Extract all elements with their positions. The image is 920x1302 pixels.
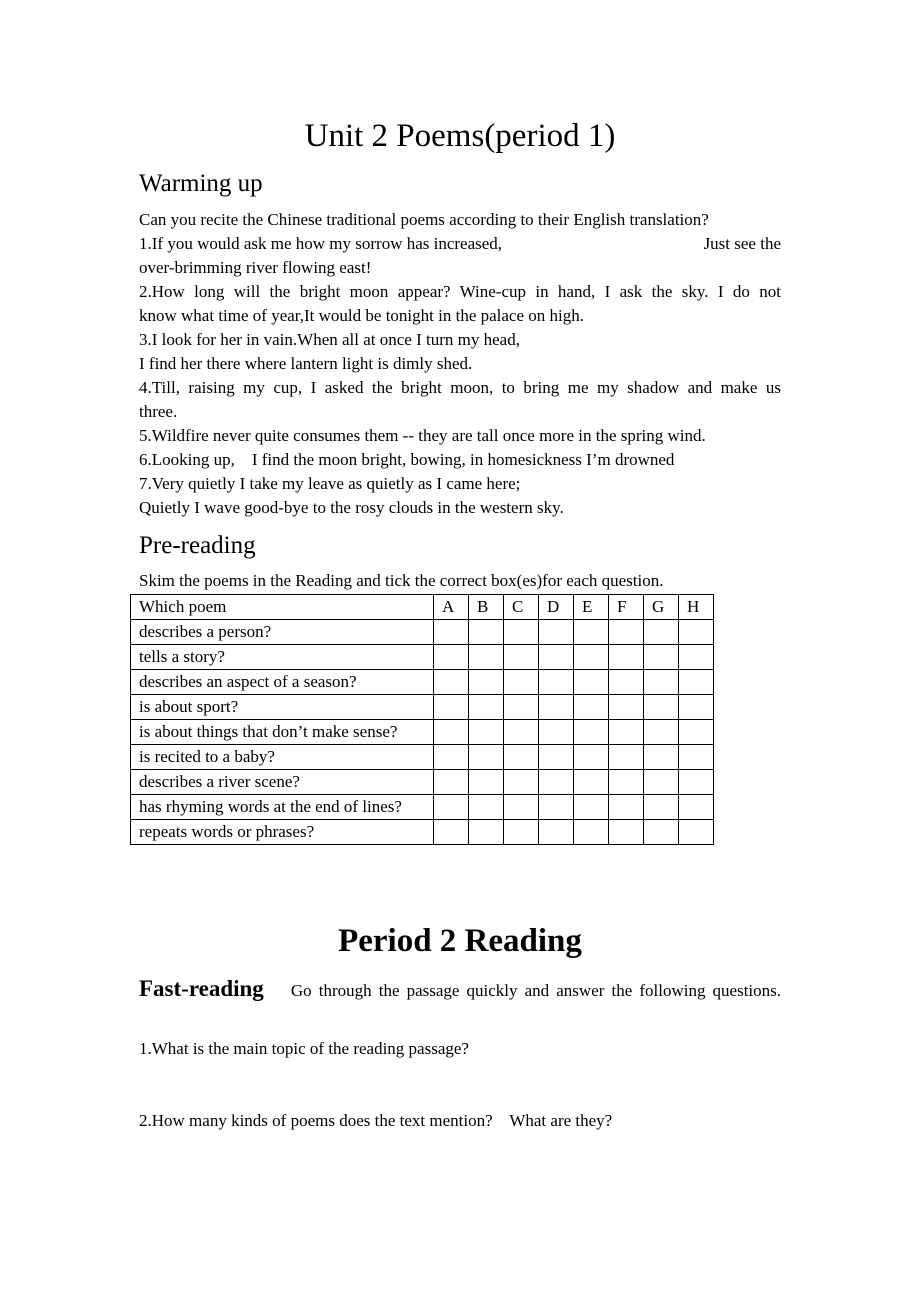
tick-box[interactable] — [469, 720, 504, 745]
tick-box[interactable] — [504, 620, 539, 645]
poem-line-4: know what time of year,It would be tonight in the palace on high. — [139, 306, 584, 325]
tick-box[interactable] — [434, 720, 469, 745]
poem-line-1 — [139, 232, 781, 256]
tick-box[interactable] — [574, 720, 609, 745]
tick-box[interactable] — [644, 620, 679, 645]
tick-box[interactable] — [469, 620, 504, 645]
period2-title: Period 2 Reading — [338, 923, 582, 959]
tick-box[interactable] — [609, 670, 644, 695]
poem-line-10: 6.Looking up, I find the moon bright, bowing, in homesickness I’m drowned — [139, 450, 675, 469]
column-header: B — [469, 595, 504, 620]
poem-line-1-right: Just see the — [703, 234, 781, 253]
tick-box[interactable] — [434, 770, 469, 795]
question-2: 2.How many kinds of poems does the text mention? What are they? — [139, 1111, 613, 1130]
tick-box[interactable] — [679, 645, 714, 670]
fast-reading-label: Fast-reading — [139, 976, 264, 1001]
tick-box[interactable] — [539, 745, 574, 770]
tick-box[interactable] — [679, 620, 714, 645]
poem-checklist-table — [130, 594, 714, 845]
tick-box[interactable] — [679, 820, 714, 845]
tick-box[interactable] — [644, 670, 679, 695]
tick-box[interactable] — [434, 745, 469, 770]
poem-line-11: 7.Very quietly I take my leave as quietly as I came here; — [139, 474, 521, 493]
poem-line-8: three. — [139, 402, 178, 421]
poem-line-2: over-brimming river flowing east! — [139, 258, 372, 277]
poem-line-3: 2.How long will the bright moon appear? Wine-cup in hand, I ask the sky. I do not — [139, 282, 781, 301]
question-cell: is about sport? — [131, 695, 434, 720]
tick-box[interactable] — [609, 620, 644, 645]
table-row — [131, 795, 714, 820]
column-header: H — [679, 595, 714, 620]
tick-box[interactable] — [574, 620, 609, 645]
warming-up-intro: Can you recite the Chinese traditional poems according to their English translation? — [139, 210, 709, 229]
tick-box[interactable] — [679, 770, 714, 795]
column-header: F — [609, 595, 644, 620]
poem-line-9: 5.Wildfire never quite consumes them -- they are tall once more in the spring wind. — [139, 426, 706, 445]
tick-box[interactable] — [539, 720, 574, 745]
table-header-label: Which poem — [131, 595, 434, 620]
poem-line-5: 3.I look for her in vain.When all at once I turn my head, — [139, 330, 520, 349]
tick-box[interactable] — [539, 670, 574, 695]
table-row — [131, 695, 714, 720]
question-cell: describes an aspect of a season? — [131, 670, 434, 695]
tick-box[interactable] — [539, 620, 574, 645]
tick-box[interactable] — [539, 795, 574, 820]
tick-box[interactable] — [644, 720, 679, 745]
question-cell: is recited to a baby? — [131, 745, 434, 770]
question-cell: has rhyming words at the end of lines? — [131, 795, 434, 820]
tick-box[interactable] — [504, 820, 539, 845]
tick-box[interactable] — [644, 820, 679, 845]
tick-box[interactable] — [434, 645, 469, 670]
tick-box[interactable] — [434, 670, 469, 695]
tick-box[interactable] — [469, 770, 504, 795]
tick-box[interactable] — [504, 645, 539, 670]
tick-box[interactable] — [609, 770, 644, 795]
table-header-row — [131, 595, 714, 620]
tick-box[interactable] — [609, 720, 644, 745]
tick-box[interactable] — [504, 770, 539, 795]
tick-box[interactable] — [504, 720, 539, 745]
poem-line-12: Quietly I wave good-bye to the rosy clouds in the western sky. — [139, 498, 564, 517]
fast-reading-paragraph — [139, 973, 781, 1007]
column-header: D — [539, 595, 574, 620]
tick-box[interactable] — [504, 670, 539, 695]
tick-box[interactable] — [679, 695, 714, 720]
column-header: E — [574, 595, 609, 620]
table-row — [131, 820, 714, 845]
tick-box[interactable] — [644, 770, 679, 795]
column-header: C — [504, 595, 539, 620]
tick-box[interactable] — [609, 645, 644, 670]
tick-box[interactable] — [609, 695, 644, 720]
column-header: G — [644, 595, 679, 620]
pre-reading-heading: Pre-reading — [139, 532, 256, 559]
question-1: 1.What is the main topic of the reading passage? — [139, 1039, 469, 1058]
tick-box[interactable] — [504, 695, 539, 720]
tick-box[interactable] — [644, 795, 679, 820]
tick-box[interactable] — [574, 795, 609, 820]
pre-reading-instruction: Skim the poems in the Reading and tick the correct box(es)for each question. — [139, 571, 664, 590]
column-header: A — [434, 595, 469, 620]
question-cell: describes a river scene? — [131, 770, 434, 795]
table-body — [131, 620, 714, 845]
tick-box[interactable] — [574, 645, 609, 670]
tick-box[interactable] — [574, 770, 609, 795]
table-row — [131, 770, 714, 795]
tick-box[interactable] — [679, 795, 714, 820]
tick-box[interactable] — [574, 695, 609, 720]
tick-box[interactable] — [539, 645, 574, 670]
fast-reading-text: Go through the passage quickly and answer the following questions. — [290, 981, 782, 1000]
table-row — [131, 620, 714, 645]
poem-line-7: 4.Till, raising my cup, I asked the bright moon, to bring me my shadow and make us — [139, 378, 781, 397]
question-cell: tells a story? — [131, 645, 434, 670]
tick-box[interactable] — [574, 670, 609, 695]
tick-box[interactable] — [469, 745, 504, 770]
table-row — [131, 720, 714, 745]
tick-box[interactable] — [679, 670, 714, 695]
table-row — [131, 745, 714, 770]
table-row — [131, 670, 714, 695]
tick-box[interactable] — [469, 645, 504, 670]
tick-box[interactable] — [434, 695, 469, 720]
tick-box[interactable] — [644, 695, 679, 720]
tick-box[interactable] — [609, 795, 644, 820]
warming-up-heading: Warming up — [139, 170, 263, 197]
tick-box[interactable] — [469, 695, 504, 720]
tick-box[interactable] — [504, 745, 539, 770]
tick-box[interactable] — [679, 720, 714, 745]
question-cell: repeats words or phrases? — [131, 820, 434, 845]
question-cell: is about things that don’t make sense? — [131, 720, 434, 745]
tick-box[interactable] — [504, 795, 539, 820]
table-row — [131, 645, 714, 670]
tick-box[interactable] — [434, 620, 469, 645]
tick-box[interactable] — [609, 745, 644, 770]
unit-title: Unit 2 Poems(period 1) — [304, 118, 616, 154]
tick-box[interactable] — [609, 820, 644, 845]
tick-box[interactable] — [574, 820, 609, 845]
tick-box[interactable] — [644, 645, 679, 670]
poem-line-1-left: 1.If you would ask me how my sorrow has increased, — [139, 234, 503, 253]
tick-box[interactable] — [539, 695, 574, 720]
tick-box[interactable] — [469, 820, 504, 845]
tick-box[interactable] — [539, 770, 574, 795]
question-cell: describes a person? — [131, 620, 434, 645]
tick-box[interactable] — [469, 795, 504, 820]
tick-box[interactable] — [679, 745, 714, 770]
tick-box[interactable] — [644, 745, 679, 770]
tick-box[interactable] — [469, 670, 504, 695]
tick-box[interactable] — [434, 820, 469, 845]
tick-box[interactable] — [539, 820, 574, 845]
tick-box[interactable] — [574, 745, 609, 770]
poem-line-6: I find her there where lantern light is dimly shed. — [139, 354, 473, 373]
tick-box[interactable] — [434, 795, 469, 820]
